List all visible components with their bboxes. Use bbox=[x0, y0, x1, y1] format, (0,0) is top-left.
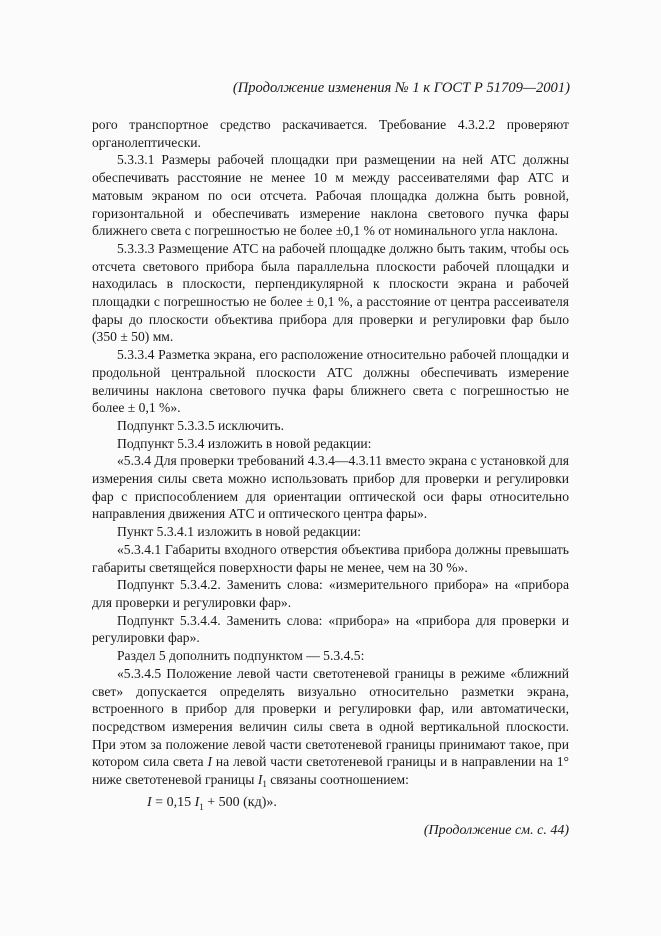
formula-var: I bbox=[194, 794, 200, 810]
paragraph-text: связаны соотношением: bbox=[266, 772, 409, 788]
variable-i: I bbox=[207, 754, 212, 770]
running-header: (Продолжение изменения № 1 к ГОСТ Р 51709—2001) bbox=[232, 80, 570, 96]
formula-lhs: I bbox=[147, 794, 152, 810]
continuation-note: (Продолжение см. с. 44) bbox=[423, 823, 569, 839]
formula-sub: 1 bbox=[199, 801, 204, 812]
formula-rest: + 500 (кд)». bbox=[203, 794, 277, 810]
paragraph: Подпункт 5.3.4.2. Заменить слова: «измерительного прибора» на «прибора для проверки и регулировки фар». bbox=[92, 577, 569, 610]
paragraph: Раздел 5 дополнить подпунктом — 5.3.4.5: bbox=[117, 648, 365, 664]
formula bbox=[92, 794, 569, 817]
paragraph: 5.3.3.4 Разметка экрана, его расположение относительно рабочей площадки и продольной центральной плоскости АТС должны обеспечивать измерение величины наклона светового пучка фары ближнего света с погрешностью не более ± 0,1 %». bbox=[92, 347, 569, 416]
subscript: 1 bbox=[262, 779, 267, 790]
paragraph: Подпункт 5.3.4.4. Заменить слова: «прибора» на «прибора для проверки и регулировки фар». bbox=[92, 612, 569, 646]
paragraph: Подпункт 5.3.4 изложить в новой редакции: bbox=[117, 435, 372, 451]
paragraph-5-3-4-5 bbox=[92, 665, 569, 794]
paragraph: рого транспортное средство раскачивается. Требование 4.3.2.2 проверяют органолептически. bbox=[92, 117, 569, 150]
formula-eq: = 0,15 bbox=[151, 794, 195, 810]
paragraph-text: «5.3.4.5 Положение левой части светотеневой границы в режиме «ближний свет» допускается определять визуально относительно разметки экрана, встроенного в прибор для проверки и регулировки фар, или автоматически, посредством измерения величин силы света в одной вертикальной плоскости. При этом за положение левой части светотеневой границы принимают такое, при котором сила света bbox=[92, 665, 569, 770]
paragraph: «5.3.4.1 Габариты входного отверстия объектива прибора должны превышать габариты светящейся поверхности фары не менее, чем на 30 %». bbox=[92, 541, 569, 575]
paragraph-text: на левой части светотеневой границы и в направлении на 1° ниже светотеневой границы bbox=[92, 754, 569, 788]
paragraph: 5.3.3.1 Размеры рабочей площадки при размещении на ней АТС должны обеспечивать расстояние не менее 10 м между рассеивателями фар АТС и матовым экраном по оси отсчета. Рабочая площадка должна быть ровной, горизонтальной и обеспечивать измерение наклона светового пучка фары ближнего света с погрешностью не более ±0,1 % от номинального угла наклона. bbox=[92, 152, 569, 239]
paragraph: Пункт 5.3.4.1 изложить в новой редакции: bbox=[117, 524, 362, 540]
paragraph: 5.3.3.3 Размещение АТС на рабочей площадке должно быть таким, чтобы ось отсчета светового прибора была параллельна плоскости рабочей площадки и находилась в плоскости, перпендикулярной к плоскости экрана и рабочей площадки с погрешностью не более ± 0,1 %, а расстояние от центра рассеивателя фары до плоскости объектива прибора для проверки и регулировки фар было (350 ± 50) мм. bbox=[92, 240, 569, 345]
document-body bbox=[92, 116, 569, 840]
paragraph: «5.3.4 Для проверки требований 4.3.4—4.3.11 вместо экрана с установкой для измерения силы света можно использовать прибор для проверки и регулировки фар с приспособлением для ориентации оптической оси фары относительно направления движения АТС и оптического центра фары». bbox=[92, 453, 569, 522]
paragraph: Подпункт 5.3.3.5 исключить. bbox=[117, 417, 285, 433]
variable-i1: I bbox=[257, 772, 263, 788]
